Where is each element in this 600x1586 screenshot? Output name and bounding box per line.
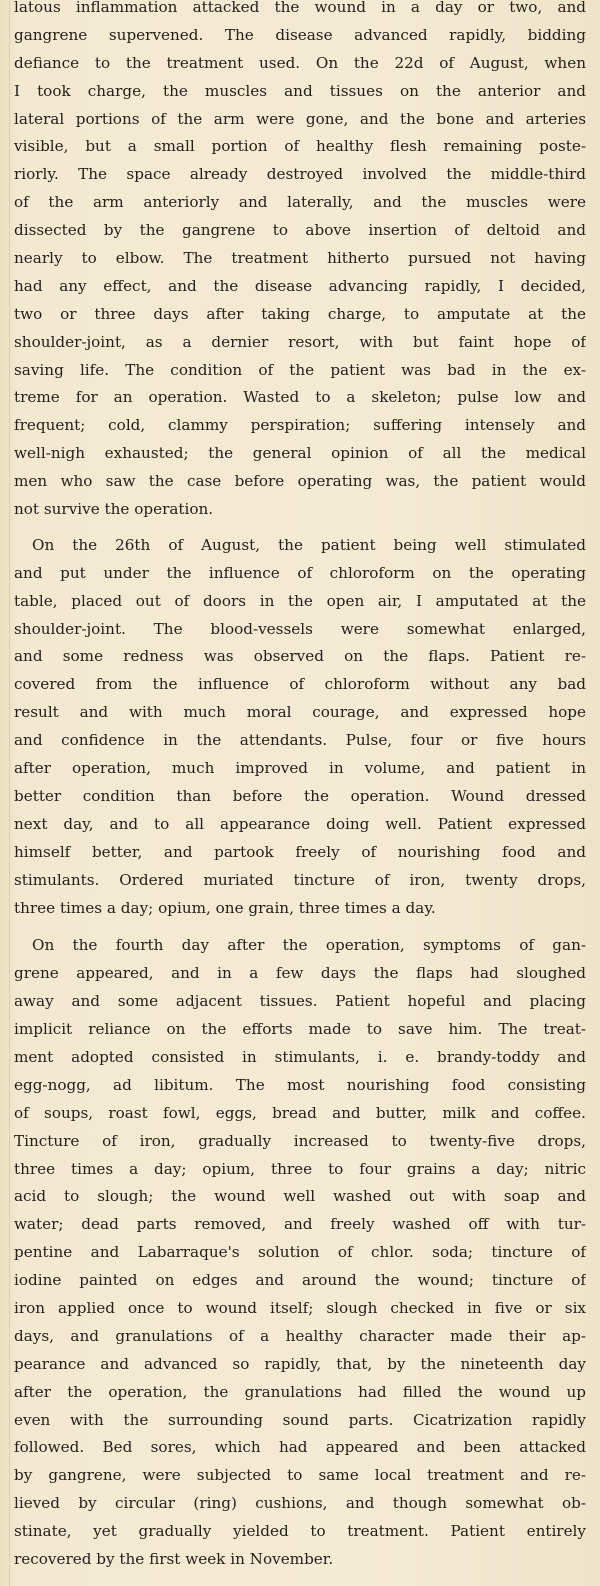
text-line: riorly. The space already destroyed involved the middle-third — [14, 165, 586, 184]
text-line: after the operation, the granulations had filled the wound up — [14, 1382, 586, 1401]
text-line: of soups, roast fowl, eggs, bread and butter, milk and coffee. — [14, 1103, 586, 1122]
paragraph-1 — [14, 0, 586, 524]
text-line: saving life. The condition of the patient was bad in the ex- — [14, 360, 586, 379]
text-line: recovered by the first week in November. — [14, 1549, 334, 1568]
text-line: implicit reliance on the efforts made to save him. The treat- — [14, 1020, 586, 1039]
paragraph-2 — [14, 532, 586, 922]
text-line: after operation, much improved in volume, and patient in — [14, 759, 586, 778]
text-line: even with the surrounding sound parts. Cicatrization rapidly — [14, 1410, 586, 1429]
text-line: grene appeared, and in a few days the flaps had sloughed — [14, 964, 586, 983]
text-line: acid to slough; the wound well washed out with soap and — [14, 1187, 586, 1206]
text-line: next day, and to all appearance doing well. Patient expressed — [14, 814, 586, 833]
text-line: water; dead parts removed, and freely washed off with tur- — [14, 1215, 586, 1234]
text-line: well-nigh exhausted; the general opinion of all the medical — [14, 444, 586, 463]
text-line: lateral portions of the arm were gone, and the bone and arteries — [14, 109, 586, 128]
text-line: shoulder-joint. The blood-vessels were somewhat enlarged, — [14, 619, 586, 638]
text-line: of the arm anteriorly and laterally, and the muscles were — [14, 193, 586, 212]
text-line: iodine painted on edges and around the wound; tincture of — [14, 1271, 586, 1290]
text-line: three times a day; opium, three to four grains a day; nitric — [14, 1159, 586, 1178]
text-line: and some redness was observed on the flaps. Patient re- — [14, 647, 586, 666]
text-line: men who saw the case before operating was, the patient would — [14, 472, 586, 491]
text-line: away and some adjacent tissues. Patient hopeful and placing — [14, 992, 586, 1011]
text-line: gangrene supervened. The disease advanced rapidly, bidding — [14, 25, 586, 44]
text-line: I took charge, the muscles and tissues on the anterior and — [14, 81, 586, 100]
article-body — [14, 0, 586, 1584]
text-line: and put under the influence of chloroform on the operating — [14, 563, 586, 582]
text-line: ment adopted consisted in stimulants, i. e. brandy-toddy and — [14, 1047, 586, 1066]
text-line: himself better, and partook freely of nourishing food and — [14, 842, 586, 861]
text-line: followed. Bed sores, which had appeared and been attacked — [14, 1438, 586, 1457]
text-line: stimulants. Ordered muriated tincture of iron, twenty drops, — [14, 870, 586, 889]
text-line: iron applied once to wound itself; slough checked in five or six — [14, 1298, 586, 1317]
text-line: egg-nogg, ad libitum. The most nourishing food consisting — [14, 1075, 586, 1094]
text-line: days, and granulations of a healthy character made their ap- — [14, 1326, 586, 1345]
text-line: lieved by circular (ring) cushions, and though somewhat ob- — [14, 1494, 586, 1513]
text-line: pearance and advanced so rapidly, that, by the nineteenth day — [14, 1354, 586, 1373]
text-line: stinate, yet gradually yielded to treatment. Patient entirely — [14, 1522, 586, 1541]
text-line: by gangrene, were subjected to same local treatment and re- — [14, 1466, 586, 1485]
text-line: On the fourth day after the operation, symptoms of gan- — [32, 936, 586, 955]
text-line: result and with much moral courage, and expressed hope — [14, 703, 586, 722]
text-line: better condition than before the operation. Wound dressed — [14, 786, 586, 805]
text-line: Tincture of iron, gradually increased to twenty-five drops, — [14, 1131, 586, 1150]
text-line: and confidence in the attendants. Pulse, four or five hours — [14, 731, 586, 750]
page-binding-edge — [9, 0, 10, 1586]
text-line: dissected by the gangrene to above insertion of deltoid and — [14, 221, 586, 240]
paragraph-3 — [14, 932, 586, 1573]
text-line: latous inflammation attacked the wound in a day or two, and — [14, 0, 586, 16]
text-line: had any effect, and the disease advancing rapidly, I decided, — [14, 276, 586, 295]
text-line: pentine and Labarraque's solution of chlor. soda; tincture of — [14, 1243, 586, 1262]
text-line: shoulder-joint, as a dernier resort, with but faint hope of — [14, 332, 586, 351]
text-line: On the 26th of August, the patient being well stimulated — [32, 535, 586, 554]
text-line: table, placed out of doors in the open air, I amputated at the — [14, 591, 586, 610]
text-line: defiance to the treatment used. On the 22d of August, when — [14, 53, 586, 72]
text-line: treme for an operation. Wasted to a skeleton; pulse low and — [14, 388, 586, 407]
text-line: frequent; cold, clammy perspiration; suffering intensely and — [14, 416, 586, 435]
text-line: covered from the influence of chloroform without any bad — [14, 675, 586, 694]
text-line: three times a day; opium, one grain, three times a day. — [14, 898, 436, 917]
text-line: nearly to elbow. The treatment hitherto pursued not having — [14, 249, 586, 268]
text-line: two or three days after taking charge, to amputate at the — [14, 304, 586, 323]
text-line: not survive the operation. — [14, 500, 214, 519]
text-line: visible, but a small portion of healthy flesh remaining poste- — [14, 137, 586, 156]
